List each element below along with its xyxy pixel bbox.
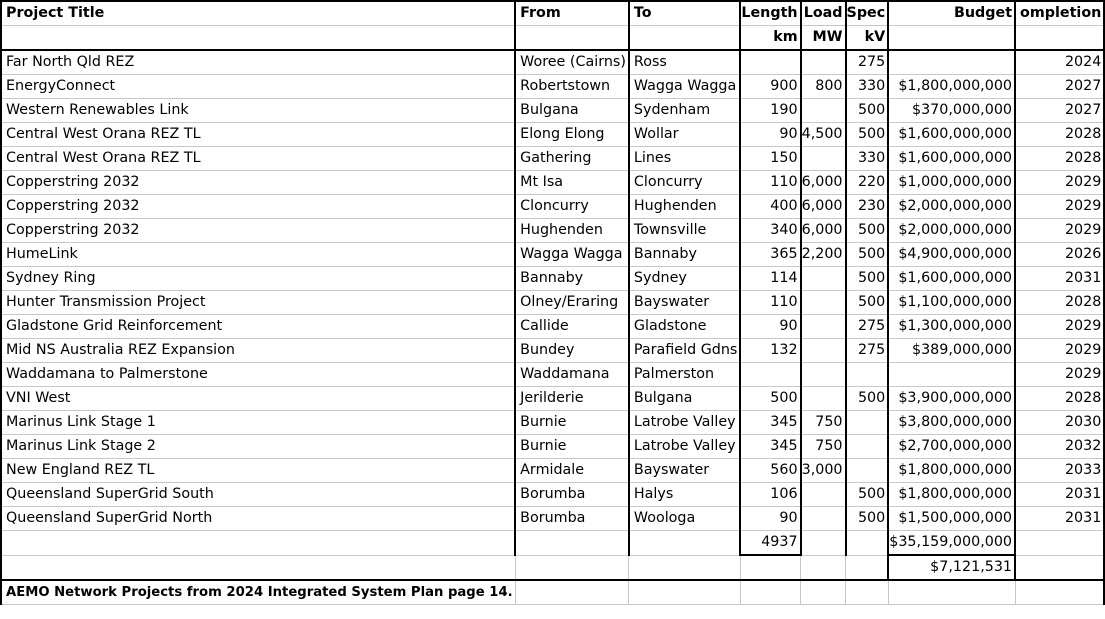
table-row — [1, 291, 1104, 315]
empty-cell[interactable] — [740, 580, 800, 605]
cell-budget[interactable]: $1,100,000,000 — [888, 291, 1015, 315]
cell-length[interactable] — [740, 363, 800, 387]
cell-to[interactable]: Woologa — [629, 507, 740, 531]
cell-budget[interactable]: $3,900,000,000 — [888, 387, 1015, 411]
cell-to[interactable]: Cloncurry — [629, 171, 740, 195]
cell-completion[interactable]: 2032 — [1015, 435, 1104, 459]
empty-cell[interactable] — [1015, 580, 1104, 605]
cell-title[interactable]: Waddamana to Palmerstone — [1, 363, 515, 387]
cell-spec[interactable]: 500 — [846, 267, 889, 291]
cell-to[interactable]: Parafield Gdns — [629, 339, 740, 363]
cell-budget[interactable] — [888, 363, 1015, 387]
cell-from[interactable]: Bannaby — [515, 267, 629, 291]
empty-cell[interactable] — [801, 580, 846, 605]
cell-title[interactable]: Mid NS Australia REZ Expansion — [1, 339, 515, 363]
cell-completion[interactable]: 2027 — [1015, 75, 1104, 99]
cell-completion[interactable]: 2028 — [1015, 123, 1104, 147]
cell-length[interactable] — [740, 50, 800, 75]
cost-per-km-row — [1, 555, 1104, 580]
header-project-title[interactable]: Project Title — [1, 1, 515, 26]
cell-length[interactable]: 110 — [740, 291, 800, 315]
cell-budget[interactable] — [888, 50, 1015, 75]
cell-from[interactable]: Robertstown — [515, 75, 629, 99]
cell-completion[interactable]: 2031 — [1015, 507, 1104, 531]
cell-title[interactable]: Copperstring 2032 — [1, 219, 515, 243]
empty-cell[interactable] — [801, 531, 846, 556]
empty-cell[interactable] — [1015, 555, 1104, 580]
cell-completion[interactable]: 2030 — [1015, 411, 1104, 435]
cell-from[interactable]: Callide — [515, 315, 629, 339]
header-units-empty[interactable] — [1015, 26, 1104, 51]
cell-to[interactable]: Lines — [629, 147, 740, 171]
cell-spec[interactable]: 500 — [846, 219, 889, 243]
cell-budget[interactable]: $1,600,000,000 — [888, 123, 1015, 147]
cell-length[interactable]: 400 — [740, 195, 800, 219]
cell-load[interactable] — [801, 147, 846, 171]
cell-budget[interactable]: $370,000,000 — [888, 99, 1015, 123]
cell-from[interactable]: Jerilderie — [515, 387, 629, 411]
cell-from[interactable]: Cloncurry — [515, 195, 629, 219]
cell-title[interactable]: HumeLink — [1, 243, 515, 267]
cell-load[interactable] — [801, 315, 846, 339]
cell-to[interactable]: Halys — [629, 483, 740, 507]
cell-budget[interactable]: $4,900,000,000 — [888, 243, 1015, 267]
cell-spec[interactable]: 330 — [846, 75, 889, 99]
cell-spec[interactable]: 275 — [846, 339, 889, 363]
cell-spec[interactable]: 500 — [846, 483, 889, 507]
cell-length[interactable]: 90 — [740, 123, 800, 147]
cell-to[interactable]: Wollar — [629, 123, 740, 147]
cost-per-km[interactable]: $7,121,531 — [888, 555, 1015, 580]
cell-length[interactable]: 114 — [740, 267, 800, 291]
cell-load[interactable] — [801, 339, 846, 363]
cell-title[interactable]: Hunter Transmission Project — [1, 291, 515, 315]
cell-from[interactable]: Gathering — [515, 147, 629, 171]
cell-load[interactable] — [801, 291, 846, 315]
cell-to[interactable]: Bayswater — [629, 459, 740, 483]
cell-title[interactable]: Western Renewables Link — [1, 99, 515, 123]
cell-to[interactable]: Latrobe Valley — [629, 435, 740, 459]
cell-completion[interactable]: 2028 — [1015, 147, 1104, 171]
table-row — [1, 459, 1104, 483]
cell-load[interactable]: 6,000 — [801, 171, 846, 195]
cell-load[interactable] — [801, 363, 846, 387]
empty-cell[interactable] — [1015, 531, 1104, 556]
cell-to[interactable]: Sydney — [629, 267, 740, 291]
totals-row — [1, 531, 1104, 556]
cell-spec[interactable] — [846, 459, 889, 483]
cell-completion[interactable]: 2028 — [1015, 387, 1104, 411]
cell-completion[interactable]: 2031 — [1015, 483, 1104, 507]
cell-from[interactable]: Elong Elong — [515, 123, 629, 147]
cell-to[interactable]: Bannaby — [629, 243, 740, 267]
cell-length[interactable]: 150 — [740, 147, 800, 171]
cell-budget[interactable]: $389,000,000 — [888, 339, 1015, 363]
cell-load[interactable]: 6,000 — [801, 195, 846, 219]
table-row — [1, 219, 1104, 243]
header-units-empty[interactable] — [629, 26, 740, 51]
cell-budget[interactable]: $2,000,000,000 — [888, 219, 1015, 243]
cell-from[interactable]: Bulgana — [515, 99, 629, 123]
cell-length[interactable]: 560 — [740, 459, 800, 483]
cell-from[interactable]: Hughenden — [515, 219, 629, 243]
header-units-empty[interactable] — [888, 26, 1015, 51]
header-load-unit[interactable]: MW — [801, 26, 846, 51]
cell-title[interactable]: Marinus Link Stage 1 — [1, 411, 515, 435]
cell-budget[interactable]: $1,800,000,000 — [888, 483, 1015, 507]
cell-spec[interactable]: 220 — [846, 171, 889, 195]
cell-load[interactable] — [801, 483, 846, 507]
cell-load[interactable] — [801, 99, 846, 123]
table-row — [1, 147, 1104, 171]
cell-to[interactable]: Townsville — [629, 219, 740, 243]
header-row — [1, 1, 1104, 26]
cell-to[interactable]: Latrobe Valley — [629, 411, 740, 435]
cell-budget[interactable]: $2,000,000,000 — [888, 195, 1015, 219]
table-row — [1, 99, 1104, 123]
header-units-empty[interactable] — [1, 26, 515, 51]
cell-from[interactable]: Burnie — [515, 411, 629, 435]
cell-spec[interactable]: 500 — [846, 291, 889, 315]
table-row — [1, 411, 1104, 435]
empty-cell[interactable] — [515, 580, 629, 605]
cell-spec[interactable]: 500 — [846, 123, 889, 147]
cell-title[interactable]: Copperstring 2032 — [1, 171, 515, 195]
table-row — [1, 483, 1104, 507]
table-row — [1, 123, 1104, 147]
cell-budget[interactable]: $1,300,000,000 — [888, 315, 1015, 339]
cell-length[interactable]: 345 — [740, 435, 800, 459]
cell-load[interactable] — [801, 507, 846, 531]
empty-cell[interactable] — [846, 555, 889, 580]
cell-length[interactable]: 900 — [740, 75, 800, 99]
cell-from[interactable]: Woree (Cairns) — [515, 50, 629, 75]
cell-title[interactable]: Central West Orana REZ TL — [1, 147, 515, 171]
header-length-unit[interactable]: km — [740, 26, 800, 51]
cell-load[interactable] — [801, 387, 846, 411]
footer-row — [1, 580, 1104, 605]
empty-cell[interactable] — [740, 555, 800, 580]
cell-length[interactable]: 106 — [740, 483, 800, 507]
cell-length[interactable]: 340 — [740, 219, 800, 243]
cell-to[interactable]: Hughenden — [629, 195, 740, 219]
cell-spec[interactable] — [846, 435, 889, 459]
cell-completion[interactable]: 2024 — [1015, 50, 1104, 75]
cell-to[interactable]: Bulgana — [629, 387, 740, 411]
cell-budget[interactable]: $2,700,000,000 — [888, 435, 1015, 459]
cell-completion[interactable]: 2029 — [1015, 219, 1104, 243]
header-completion-label: ompletion — [1020, 5, 1102, 21]
cell-completion[interactable]: 2029 — [1015, 315, 1104, 339]
cell-completion[interactable]: 2029 — [1015, 195, 1104, 219]
cell-load[interactable]: 750 — [801, 435, 846, 459]
cell-from[interactable]: Burnie — [515, 435, 629, 459]
cell-to[interactable]: Gladstone — [629, 315, 740, 339]
cell-length[interactable]: 90 — [740, 507, 800, 531]
cell-budget[interactable]: $1,600,000,000 — [888, 267, 1015, 291]
cell-spec[interactable]: 500 — [846, 387, 889, 411]
empty-cell[interactable] — [801, 555, 846, 580]
table-row — [1, 171, 1104, 195]
empty-cell[interactable] — [888, 580, 1015, 605]
header-load[interactable]: Load — [801, 1, 846, 26]
cell-completion[interactable]: 2029 — [1015, 363, 1104, 387]
cell-length[interactable]: 365 — [740, 243, 800, 267]
cell-title[interactable]: VNI West — [1, 387, 515, 411]
header-completion[interactable] — [1015, 1, 1104, 26]
empty-cell[interactable] — [846, 580, 889, 605]
cell-spec[interactable]: 500 — [846, 507, 889, 531]
cell-to[interactable]: Wagga Wagga — [629, 75, 740, 99]
table-row — [1, 387, 1104, 411]
header-units-row — [1, 26, 1104, 51]
empty-cell[interactable] — [515, 555, 629, 580]
cell-spec[interactable] — [846, 363, 889, 387]
cell-completion[interactable]: 2029 — [1015, 339, 1104, 363]
cell-title[interactable]: Copperstring 2032 — [1, 195, 515, 219]
cell-title[interactable]: Far North Qld REZ — [1, 50, 515, 75]
cell-spec[interactable]: 230 — [846, 195, 889, 219]
cell-from[interactable]: Bundey — [515, 339, 629, 363]
empty-cell[interactable] — [1, 531, 515, 556]
header-budget[interactable]: Budget — [888, 1, 1015, 26]
header-to[interactable]: To — [629, 1, 740, 26]
cell-load[interactable]: 4,500 — [801, 123, 846, 147]
cell-title[interactable]: Sydney Ring — [1, 267, 515, 291]
total-length[interactable]: 4937 — [740, 531, 800, 556]
table-row — [1, 507, 1104, 531]
cell-title[interactable]: Gladstone Grid Reinforcement — [1, 315, 515, 339]
cell-from[interactable]: Armidale — [515, 459, 629, 483]
table-row — [1, 75, 1104, 99]
cell-spec[interactable]: 275 — [846, 315, 889, 339]
header-spec[interactable]: Spec — [846, 1, 889, 26]
cell-load[interactable]: 3,000 — [801, 459, 846, 483]
cell-from[interactable]: Olney/Eraring — [515, 291, 629, 315]
cell-budget[interactable]: $1,800,000,000 — [888, 459, 1015, 483]
cell-length[interactable]: 110 — [740, 171, 800, 195]
header-from[interactable]: From — [515, 1, 629, 26]
cell-spec[interactable]: 500 — [846, 243, 889, 267]
cell-length[interactable]: 500 — [740, 387, 800, 411]
cell-title[interactable]: Central West Orana REZ TL — [1, 123, 515, 147]
total-budget[interactable]: $35,159,000,000 — [888, 531, 1015, 556]
cell-from[interactable]: Wagga Wagga — [515, 243, 629, 267]
cell-load[interactable]: 6,000 — [801, 219, 846, 243]
cell-from[interactable]: Mt Isa — [515, 171, 629, 195]
cell-length[interactable]: 190 — [740, 99, 800, 123]
cell-load[interactable] — [801, 50, 846, 75]
table-row — [1, 267, 1104, 291]
cell-spec[interactable]: 330 — [846, 147, 889, 171]
header-spec-unit[interactable]: kV — [846, 26, 889, 51]
empty-cell[interactable] — [846, 531, 889, 556]
empty-cell[interactable] — [629, 531, 740, 556]
table-row — [1, 50, 1104, 75]
table-row — [1, 315, 1104, 339]
cell-completion[interactable]: 2033 — [1015, 459, 1104, 483]
cell-from[interactable]: Borumba — [515, 483, 629, 507]
cell-title[interactable]: EnergyConnect — [1, 75, 515, 99]
footer-note[interactable]: AEMO Network Projects from 2024 Integrated System Plan page 14. — [1, 580, 515, 605]
cell-length[interactable]: 90 — [740, 315, 800, 339]
cell-to[interactable]: Bayswater — [629, 291, 740, 315]
cell-from[interactable]: Waddamana — [515, 363, 629, 387]
cell-completion[interactable]: 2028 — [1015, 291, 1104, 315]
table-row — [1, 363, 1104, 387]
cell-length[interactable]: 345 — [740, 411, 800, 435]
cell-load[interactable] — [801, 267, 846, 291]
cell-load[interactable]: 2,200 — [801, 243, 846, 267]
cell-spec[interactable] — [846, 411, 889, 435]
cell-to[interactable]: Palmerston — [629, 363, 740, 387]
cell-spec[interactable]: 275 — [846, 50, 889, 75]
cell-load[interactable]: 800 — [801, 75, 846, 99]
cell-title[interactable]: Queensland SuperGrid North — [1, 507, 515, 531]
table-row — [1, 339, 1104, 363]
cell-load[interactable]: 750 — [801, 411, 846, 435]
cell-completion[interactable]: 2026 — [1015, 243, 1104, 267]
cell-title[interactable]: New England REZ TL — [1, 459, 515, 483]
header-length[interactable]: Length — [740, 1, 800, 26]
cell-budget[interactable]: $1,800,000,000 — [888, 75, 1015, 99]
empty-cell[interactable] — [515, 531, 629, 556]
cell-to[interactable]: Sydenham — [629, 99, 740, 123]
cell-budget[interactable]: $1,500,000,000 — [888, 507, 1015, 531]
empty-cell[interactable] — [1, 555, 515, 580]
cell-from[interactable]: Borumba — [515, 507, 629, 531]
cell-completion[interactable]: 2029 — [1015, 171, 1104, 195]
cell-completion[interactable]: 2027 — [1015, 99, 1104, 123]
cell-budget[interactable]: $1,600,000,000 — [888, 147, 1015, 171]
cell-spec[interactable]: 500 — [846, 99, 889, 123]
cell-length[interactable]: 132 — [740, 339, 800, 363]
cell-budget[interactable]: $3,800,000,000 — [888, 411, 1015, 435]
table-row — [1, 195, 1104, 219]
cell-title[interactable]: Marinus Link Stage 2 — [1, 435, 515, 459]
empty-cell[interactable] — [629, 555, 740, 580]
cell-completion[interactable]: 2031 — [1015, 267, 1104, 291]
table-row — [1, 435, 1104, 459]
cell-to[interactable]: Ross — [629, 50, 740, 75]
cell-budget[interactable]: $1,000,000,000 — [888, 171, 1015, 195]
empty-cell[interactable] — [629, 580, 740, 605]
table-row — [1, 243, 1104, 267]
cell-title[interactable]: Queensland SuperGrid South — [1, 483, 515, 507]
header-units-empty[interactable] — [515, 26, 629, 51]
